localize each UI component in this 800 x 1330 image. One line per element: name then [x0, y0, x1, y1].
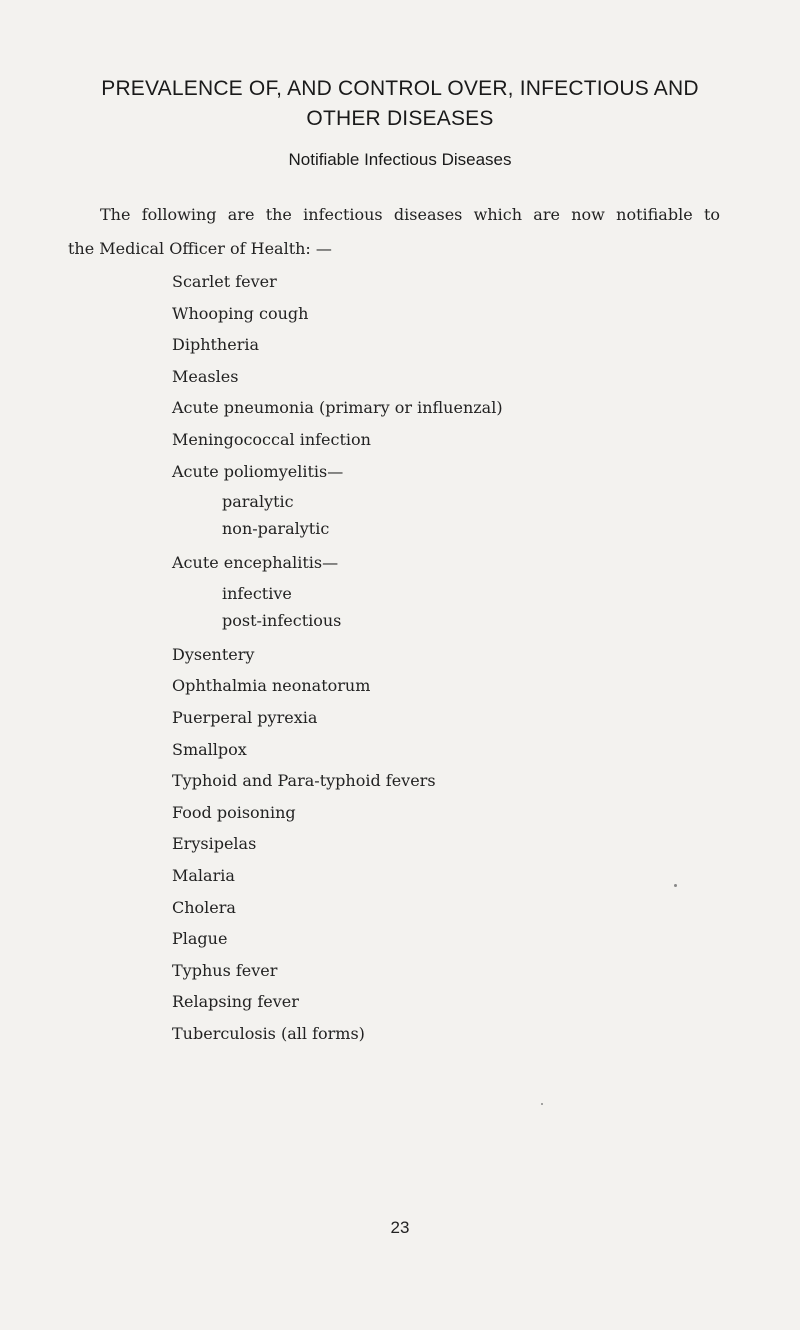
print-speck — [674, 884, 677, 887]
list-subitem: non-paralytic — [222, 519, 330, 539]
list-item: Cholera — [172, 897, 236, 917]
page-title — [60, 74, 740, 134]
list-item: Diphtheria — [172, 335, 259, 355]
page-number: 23 — [390, 1218, 410, 1237]
list-item: Ophthalmia neonatorum — [172, 676, 371, 696]
list-item: Scarlet fever — [172, 272, 277, 291]
list-item: Food poisoning — [172, 802, 296, 822]
list-item: Malaria — [172, 865, 235, 885]
list-item: Measles — [172, 366, 239, 386]
section-title: Notifiable Infectious Diseases — [288, 150, 512, 169]
list-item: Typhoid and Para-typhoid fevers — [172, 771, 436, 791]
list-item: Dysentery — [172, 644, 255, 664]
list-item: Smallpox — [172, 739, 247, 759]
page-title-line-2: OTHER DISEASES — [306, 107, 494, 130]
print-speck — [541, 1103, 543, 1105]
list-subitem: post-infectious — [222, 610, 342, 630]
page-title-line-1: PREVALENCE OF, AND CONTROL OVER, INFECTIOUS AND — [101, 77, 699, 100]
list-item: Plague — [172, 929, 228, 949]
notifiable-disease-list — [172, 266, 503, 1049]
list-item: Relapsing fever — [172, 992, 299, 1012]
list-item: Acute encephalitis— — [172, 553, 339, 573]
intro-line-2: the Medical Officer of Health: — — [68, 239, 332, 258]
list-item: Puerperal pyrexia — [172, 707, 318, 727]
list-item: Acute poliomyelitis— — [172, 461, 344, 481]
list-item: Typhus fever — [172, 960, 278, 980]
intro-paragraph — [68, 198, 720, 266]
list-item: Tuberculosis (all forms) — [172, 1023, 365, 1043]
list-item: Whooping cough — [172, 303, 309, 323]
list-subitem: infective — [222, 583, 292, 603]
list-item: Acute pneumonia (primary or influenzal) — [172, 398, 503, 418]
list-item: Erysipelas — [172, 834, 257, 854]
intro-line-1: The following are the infectious diseases which are now notifiable to — [100, 205, 720, 224]
list-item: Meningococcal infection — [172, 429, 371, 449]
list-subitem: paralytic — [222, 492, 294, 512]
